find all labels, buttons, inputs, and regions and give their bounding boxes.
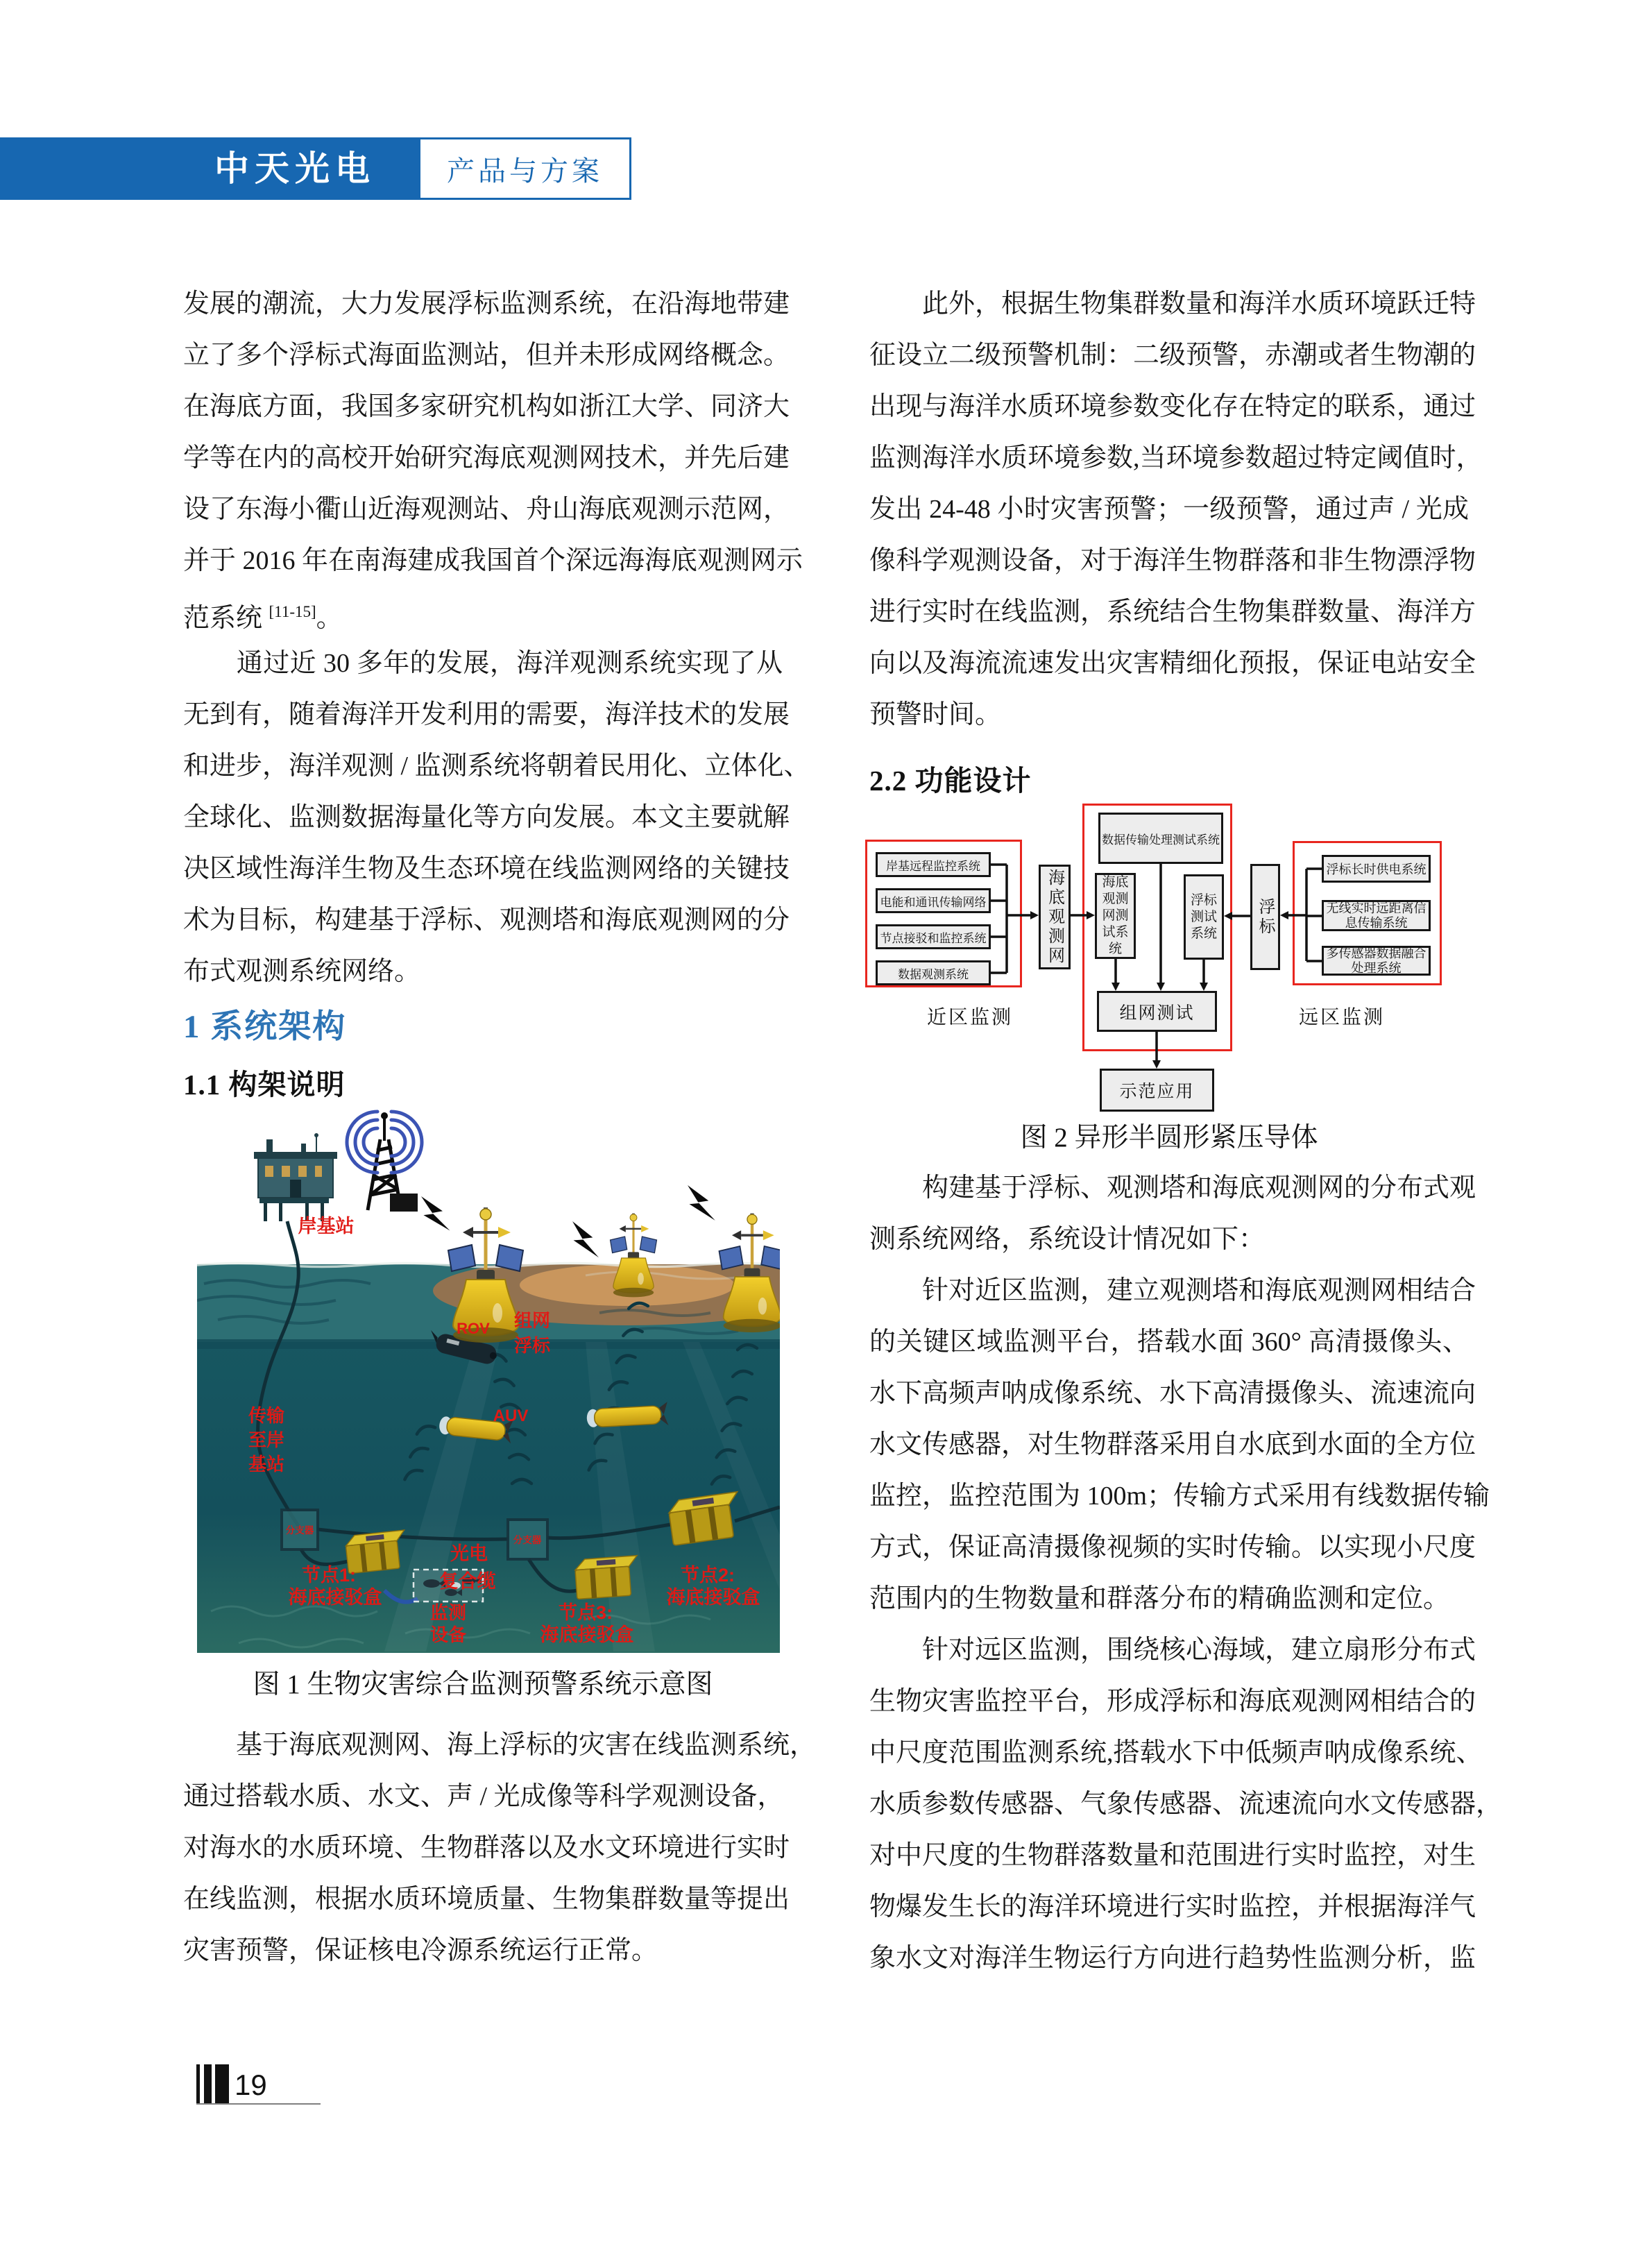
box-seafloor-observation-net: 海底观测网 [1039,865,1071,969]
text-line: 监控，监控范围为 100m；传输方式采用有线数据传输 [869,1481,1490,1511]
section-heading-1-1: 1.1 构架说明 [183,1069,346,1101]
header-bar [0,137,418,200]
text-line: 像科学观测设备，对于海洋生物群落和非生物漂浮物 [869,546,1476,575]
section-heading-2-2: 2.2 功能设计 [869,765,1032,797]
text-line: 范围内的生物数量和群落分布的精确监测和定位。 [869,1584,1450,1613]
citation-pre: 范系统 [183,604,269,633]
transmit-label-3: 基站 [248,1454,285,1475]
footer-bar-medium [204,2064,212,2105]
text-line: 在海底方面，我国多家研究机构如浙江大学、同济大 [183,392,790,421]
text-line: 生物灾害监控平台，形成浮标和海底观测网相结合的 [869,1687,1476,1716]
splitter-1-label: 分支器 [285,1525,314,1536]
box-wireless-transmission: 无线实时远距离信息传输系统 [1322,900,1431,931]
text-line: 水下高频声呐成像系统、水下高清摄像头、流速流向 [869,1379,1476,1408]
net-buoy-label-1: 组网 [513,1310,551,1331]
text-line: 设了东海小衢山近海观测站、舟山海底观测示范网， [183,495,790,524]
text-line: 进行实时在线监测，系统结合生物集群数量、海洋方 [869,597,1476,627]
footer-bar-thick [215,2064,229,2105]
text-line: 在线监测，根据水质环境质量、生物集群数量等提出 [183,1885,790,1914]
paragraph [869,1162,1476,1265]
text-line: 对中尺度的生物群落数量和范围进行实时监控，对生 [869,1841,1476,1870]
transmit-label-2: 至岸 [248,1429,285,1450]
text-line: 发出 24-48 小时灾害预警；一级预警，通过声 / 光成 [869,495,1469,524]
text-line: 针对近区监测，建立观测塔和海底观测网相结合 [869,1276,1476,1305]
text-line: 的关键区域监测平台，搭载水面 360° 高清摄像头、 [869,1327,1469,1357]
text-line: 针对远区监测，围绕核心海域，建立扇形分布式 [869,1636,1476,1665]
figure-2-caption: 图 2 异形半圆形紧压导体 [1020,1123,1318,1153]
citation-ref: [11-15] [269,603,316,620]
node-3-junction-chest [574,1556,640,1599]
paragraph [869,278,1483,740]
footer-bar-thin [196,2064,200,2105]
figure-1-caption: 图 1 生物灾害综合监测预警系统示意图 [253,1670,713,1699]
node-2-label-2: 海底接驳盒 [666,1587,760,1608]
text-line: 灾害预警，保证核电冷源系统运行正常。 [183,1936,658,1965]
node-3-label-1: 节点3: [558,1602,613,1623]
text-line: 构建基于浮标、观测塔和海底观测网的分布式观 [869,1173,1476,1203]
text-line: 立了多个浮标式海面监测站，但并未形成网络概念。 [183,341,790,370]
cable-label-2: 复合缆 [439,1571,496,1592]
rov-label: ROV [457,1320,490,1337]
text-line: 预警时间。 [869,700,1002,729]
text-line: 发展的潮流，大力发展浮标监测系统，在沿海地带建 [183,289,790,319]
cable-label-1: 光电 [450,1543,488,1564]
text-line: 方式，保证高清摄像视频的实时传输。以实现小尺度 [869,1533,1476,1562]
node-1-label-2: 海底接驳盒 [288,1587,382,1608]
text-line: 此外，根据生物集群数量和海洋水质环境跃迁特 [869,289,1476,319]
text-line: 测系统网络，系统设计情况如下： [869,1225,1266,1254]
text-line: 向以及海流流速发出灾害精细化预报，保证电站安全 [869,649,1476,678]
splitter-2-label: 分支器 [513,1535,542,1545]
net-buoy-label-2: 浮标 [513,1335,551,1356]
monitor-label-1: 监测 [429,1602,467,1623]
node-2-label-1: 节点2: [680,1565,735,1586]
section-heading-1: 1 系统架构 [183,1009,347,1045]
box-seafloor-net-test: 海底观测网测试系统 [1095,873,1136,959]
column-tag: 产品与方案 [418,137,631,200]
figure-2-diagram [826,798,1471,1121]
box-data-transmission-test: 数据传输处理测试系统 [1098,813,1223,864]
monitor-label-2: 设备 [429,1624,467,1645]
text-line: 出现与海洋水质环境参数变化存在特定的联系，通过 [869,392,1476,421]
box-power-comm-network: 电能和通讯传输网络 [876,888,991,913]
text-line: 中尺度范围监测系统,搭载水下中低频声呐成像系统、 [869,1738,1483,1767]
text-line: 全球化、监测数据海量化等方向发展。本文主要就解 [183,803,790,832]
journal-logo: 中天光电 [214,149,375,188]
text-line: 决区域性海洋生物及生态环境在线监测网络的关键技 [183,854,790,883]
text-line: 监测海洋水质环境参数,当环境参数超过特定阈值时， [869,443,1483,473]
text-line: 和进步，海洋观测 / 监测系统将朝着民用化、立体化、 [183,751,810,781]
near-group-label: 近区监测 [926,1006,1013,1028]
box-data-observation: 数据观测系统 [876,960,991,985]
page-number: 19 [235,2069,267,2101]
text-line: 无到有，随着海洋开发利用的需要，海洋技术的发展 [183,700,790,729]
node-3-label-2: 海底接驳盒 [540,1624,634,1645]
text-line: 并于 2016 年在南海建成我国首个深远海海底观测网示 [183,546,803,575]
text-line: 术为目标，构建基于浮标、观测塔和海底观测网的分 [183,906,790,935]
paragraph [183,278,803,586]
text-line: 对海水的水质环境、生物群落以及水文环境进行实时 [183,1833,790,1862]
shore-station-label: 岸基站 [298,1216,355,1237]
paragraph [183,638,810,997]
box-buoy-power-supply: 浮标长时供电系统 [1322,855,1431,883]
auv-label: AUV [493,1407,529,1425]
box-node-docking-monitoring: 节点接驳和监控系统 [876,924,991,949]
box-buoy-test: 浮标测试系统 [1184,874,1224,960]
text-line: 征设立二级预警机制：二级预警，赤潮或者生物潮的 [869,341,1476,370]
transmit-label-1: 传输 [248,1405,285,1426]
text-line: 水质参数传感器、气象传感器、流速流向水文传感器， [869,1790,1503,1819]
footer-rule [196,2103,321,2105]
citation-post: 。 [316,604,343,633]
box-networking-test: 组网测试 [1097,991,1217,1032]
paragraph [183,1719,817,1976]
paragraph [869,1624,1503,1984]
node-1-label-1: 节点1: [301,1565,357,1586]
box-shore-remote-monitoring: 岸基远程监控系统 [876,852,991,877]
far-group-label: 远区监测 [1298,1006,1385,1028]
text-line: 通过近 30 多年的发展，海洋观测系统实现了从 [183,649,783,678]
figure-1-illustration [197,1105,780,1653]
box-demo-application: 示范应用 [1100,1069,1214,1112]
text-line: 象水文对海洋生物运行方向进行趋势性监测分析，监 [869,1944,1476,1973]
box-multisensor-fusion: 多传感器数据融合处理系统 [1322,946,1431,976]
paragraph [869,1265,1490,1624]
text-line: 物爆发生长的海洋环境进行实时监控，并根据海洋气 [869,1892,1476,1921]
text-line: 水文传感器，对生物群落采用自水底到水面的全方位 [869,1430,1476,1459]
text-line: 基于海底观测网、海上浮标的灾害在线监测系统， [183,1731,817,1760]
text-line: 通过搭载水质、水文、声 / 光成像等科学观测设备， [183,1782,784,1811]
box-buoy: 浮标 [1250,864,1280,970]
text-line-with-citation [183,586,783,638]
text-line: 布式观测系统网络。 [183,957,421,986]
text-line: 学等在内的高校开始研究海底观测网技术，并先后建 [183,443,790,473]
